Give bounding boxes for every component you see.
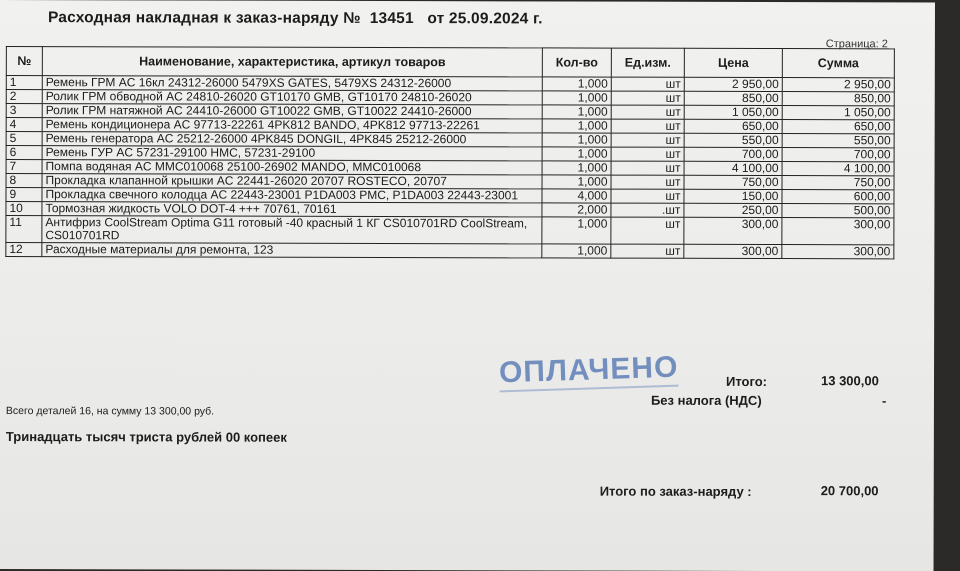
row-qty: 4,000: [542, 189, 611, 203]
row-price: 250,00: [684, 203, 782, 217]
header-price: Цена: [684, 48, 782, 77]
header-unit: Ед.изм.: [611, 48, 684, 77]
row-unit: шт: [611, 77, 684, 91]
tax-label: Без налога (НДС): [650, 392, 762, 408]
order-total-label: Итого по заказ-наряду :: [599, 483, 752, 499]
row-name: Ролик ГРМ натяжной AC 24410-26000 GT10022 GMB, GT10022 24410-26000: [42, 104, 542, 119]
row-sum: 500,00: [782, 204, 894, 218]
table-header-row: [6, 47, 894, 78]
table-row: [6, 243, 894, 259]
header-num: №: [6, 47, 42, 76]
row-sum: 300,00: [782, 218, 894, 245]
row-sum: 700,00: [782, 148, 894, 162]
row-price: 850,00: [684, 91, 782, 105]
page-number: Страница: 2: [825, 38, 888, 51]
row-unit: шт: [611, 119, 684, 133]
row-qty: 1,000: [542, 91, 611, 105]
tax-value: -: [881, 393, 887, 409]
row-unit: шт: [611, 91, 684, 105]
row-num: 6: [6, 146, 42, 160]
row-num: 4: [6, 118, 42, 132]
row-price: 300,00: [684, 217, 782, 244]
row-sum: 1 050,00: [782, 106, 894, 120]
row-num: 2: [6, 90, 42, 104]
amount-in-words: Тринадцать тысяч триста рублей 00 копеек: [5, 429, 287, 445]
row-price: 700,00: [684, 147, 782, 161]
row-sum: 2 950,00: [782, 78, 894, 92]
header-sum: Сумма: [782, 49, 894, 78]
row-sum: 600,00: [782, 190, 894, 204]
row-name: Ремень ГУР AC 57231-29100 HMC, 57231-29100: [42, 146, 542, 161]
row-qty: 1,000: [542, 133, 611, 147]
table-row: [6, 216, 894, 245]
row-sum: 4 100,00: [782, 162, 894, 176]
row-qty: 1,000: [542, 77, 611, 91]
row-qty: 2,000: [542, 203, 611, 217]
items-summary: Всего деталей 16, на сумму 13 300,00 руб.: [5, 405, 215, 418]
row-price: 4 100,00: [684, 161, 782, 175]
row-qty: 1,000: [542, 175, 611, 189]
row-unit: шт: [611, 217, 684, 244]
row-qty: 1,000: [542, 147, 611, 161]
row-num: 1: [6, 76, 42, 90]
header-name: Наименование, характеристика, артикул товаров: [42, 47, 542, 77]
row-num: 12: [6, 243, 42, 257]
row-sum: 750,00: [782, 176, 894, 190]
row-sum: 850,00: [782, 92, 894, 106]
row-name: Ремень кондиционера AC 97713-22261 4PK812 BANDO, 4PK812 97713-22261: [42, 118, 542, 133]
row-name: Ремень ГРМ AC 16кл 24312-26000 5479XS GATES, 5479XS 24312-26000: [42, 76, 542, 91]
row-name: Помпа водяная AC MMC010068 25100-26902 MANDO, MMC010068: [42, 160, 542, 175]
row-price: 650,00: [684, 119, 782, 133]
order-total-value: 20 700,00: [820, 483, 879, 499]
row-num: 10: [6, 202, 42, 216]
row-sum: 650,00: [782, 120, 894, 134]
row-price: 150,00: [684, 189, 782, 203]
row-price: 300,00: [684, 244, 782, 258]
total-label: Итого:: [725, 373, 768, 390]
paid-stamp: ОПЛАЧЕНО: [498, 351, 678, 393]
row-qty: 1,000: [542, 119, 611, 133]
row-name: Ролик ГРМ обводной AC 24810-26020 GT10170 GMB, GT10170 24810-26020: [42, 90, 542, 105]
row-name: Прокладка свечного колодца AC 22443-23001 P1DA003 PMC, P1DA003 22443-23001: [42, 188, 542, 203]
header-qty: Кол-во: [542, 48, 611, 77]
row-price: 550,00: [684, 133, 782, 147]
row-price: 1 050,00: [684, 105, 782, 119]
row-num: 3: [6, 104, 42, 118]
row-price: 2 950,00: [684, 77, 782, 91]
row-sum: 300,00: [782, 245, 894, 259]
row-price: 750,00: [684, 175, 782, 189]
row-sum: 550,00: [782, 134, 894, 148]
row-num: 5: [6, 132, 42, 146]
row-unit: .шт: [611, 203, 684, 217]
row-qty: 1,000: [542, 105, 611, 119]
row-unit: шт: [611, 105, 684, 119]
row-qty: 1,000: [542, 161, 611, 175]
row-unit: шт: [611, 147, 684, 161]
items-table: [5, 46, 895, 259]
row-unit: шт: [611, 133, 684, 147]
row-unit: шт: [611, 175, 684, 189]
row-num: 11: [6, 216, 42, 243]
row-name: Ремень генератора AC 25212-26000 4PK845 DONGIL, 4PK845 25212-26000: [42, 132, 542, 147]
row-unit: шт: [611, 189, 684, 203]
row-qty: 1,000: [542, 244, 611, 258]
total-value: 13 300,00: [820, 373, 879, 389]
row-num: 9: [6, 188, 42, 202]
row-name: Прокладка клапанной крышки AC 22441-26020 20707 ROSTECO, 20707: [42, 174, 542, 189]
row-num: 8: [6, 174, 42, 188]
row-name: Расходные материалы для ремонта, 123: [42, 243, 542, 258]
row-name: Тормозная жидкость VOLO DOT-4 +++ 70761, 70161: [42, 202, 542, 217]
document-title: Расходная накладная к заказ-наряду № 13451 от 25.09.2024 г.: [47, 9, 543, 28]
row-num: 7: [6, 160, 42, 174]
row-name: Антифриз CoolStream Optima G11 готовый -40 красный 1 КГ CS010701RD CoolStream, CS010701RD: [42, 216, 542, 244]
row-qty: 1,000: [542, 217, 611, 244]
row-unit: шт: [611, 244, 684, 258]
row-unit: шт: [611, 161, 684, 175]
